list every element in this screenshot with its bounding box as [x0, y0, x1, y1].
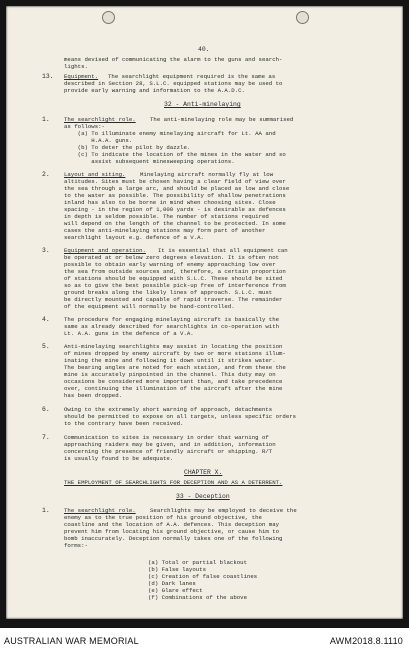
s32-item-5-line: The bearing angles are noted for each station, and from these the: [64, 364, 286, 371]
forms-list-item: (b) False layouts: [148, 566, 207, 573]
s32-item-2-line: spacing - in the region of 1,000 yards - is desirable as defences: [64, 206, 286, 213]
s33-item-1-line: forms:-: [64, 542, 88, 549]
intro-line: means devised of communicating the alarm to the guns and search-: [64, 56, 283, 63]
s32-item-2-line: will depend on the length of the channel to be protected. In some: [64, 220, 286, 227]
s32-item-6-line: should be permitted to expose on all targets, unless specific orders: [64, 413, 297, 420]
page-number: 40.: [198, 46, 210, 53]
forms-list-item: (f) Combinations of the above: [148, 594, 247, 601]
s32-item-5-line: mine is accurately pinpointed in the channel. This duty may on: [64, 371, 276, 378]
s32-item-2-line: altitudes. Sites must be chosen having a clear field of view over: [64, 178, 286, 185]
s33-item-1-line: prevent him from locating his ground objective, or cause him to: [64, 528, 280, 535]
intro-line-2: lights.: [64, 63, 88, 70]
s32-item-3-line: so as to give the best possible pick-up free of interference from: [64, 282, 286, 289]
s32-item-7-line: Communication to sites is necessary in order that warning of: [64, 434, 269, 441]
forms-list-item: (d) Dark lanes: [148, 580, 196, 587]
archive-footer: [0, 628, 409, 653]
s33-item-1-line: coastline and the location of A.A. defences. This deception may: [64, 521, 280, 528]
s32-item-3-line: ground breaks along the likely lines of approach. S.L.C. must: [64, 289, 273, 296]
section-32-title: 32 - Anti-minelaying: [164, 101, 241, 108]
forms-list-item: (e) Glare effect: [148, 587, 203, 594]
s32-item-4-number: 4.: [42, 316, 50, 323]
forms-list-item: (c) Creation of false coastlines: [148, 573, 258, 580]
footer-reference: AWM2018.8.1110: [329, 636, 403, 646]
s32-item-4-line: The procedure for engaging minelaying aircraft is basically the: [64, 316, 280, 323]
s32-item-2-line: in depth is seldom possible. The number of stations required: [64, 213, 269, 220]
s32-item-7-number: 7.: [42, 434, 50, 441]
forms-list-item: (a) Total or partial blackout: [148, 559, 247, 566]
s32-item-1-line: The anti-minelaying role may be summarised: [150, 116, 294, 123]
s32-item-3-line: of the equipment will normally be hand-controlled.: [64, 303, 235, 310]
s32-item-1-number: 1.: [42, 116, 50, 123]
s32-item-3-line: of stations should be equipped with S.L.C. These should be sited: [64, 275, 283, 282]
s32-item-3-number: 3.: [42, 247, 50, 254]
chapter-subtitle: THE EMPLOYMENT OF SEARCHLIGHTS FOR DECEPTION AND AS A DETERRENT.: [64, 479, 283, 486]
s32-item-2-line: the sea through a large arc, and should be placed as low and close: [64, 185, 290, 192]
s32-item-2-line: cases the anti-minelaying stations may form part of another: [64, 227, 266, 234]
s32-item-2-number: 2.: [42, 171, 50, 178]
s32-item-2-heading: Layout and siting.: [64, 171, 126, 178]
binder-hole-top: [102, 11, 115, 24]
s32-item-5-line: inating the mine and following it down until it strikes water.: [64, 357, 276, 364]
section-33-title: 33 - Deception: [176, 493, 230, 500]
s32-item-5-line: has been dropped.: [64, 392, 123, 399]
s32-item-3-line: be operated at or below zero degrees elevation. It is often not: [64, 254, 280, 261]
s32-item-1-line: (c) To indicate the location of the mines in the water and so: [64, 151, 286, 158]
s32-item-1-line: (b) To deter the pilot by dazzle.: [64, 144, 191, 151]
s32-item-3-heading: Equipment and operation.: [64, 247, 146, 254]
s33-item-1-line: bomb inaccurately. Deception normally takes one of the following: [64, 535, 283, 542]
s33-item-1-heading: The searchlight role.: [64, 507, 136, 514]
binder-hole-top-right: [296, 11, 309, 24]
s32-item-7-line: approaching raiders may be given, and in addition, information: [64, 441, 276, 448]
s32-item-1-heading: The searchlight role.: [64, 116, 136, 123]
footer-institution: AUSTRALIAN WAR MEMORIAL: [4, 636, 139, 646]
s32-item-4-line: same as already described for searchlights in co-operation with: [64, 323, 280, 330]
s32-item-2-line: inland has also to be borne in mind when choosing sites. Close: [64, 199, 276, 206]
s32-item-4-line: Lt. A.A. guns in the defence of a V.A.: [64, 330, 194, 337]
s32-item-5-line: over, continuing the illumination of the aircraft after the mine: [64, 385, 283, 392]
s32-item-3-line: be directly mounted and capable of rapid traverse. The remainder: [64, 296, 283, 303]
s32-item-7-line: is usually found to be adequate.: [64, 455, 174, 462]
s32-item-5-line: of mines dropped by enemy aircraft by two or more stations illum-: [64, 350, 286, 357]
item-13-number: 13.: [42, 73, 54, 80]
s33-item-1-number: 1.: [42, 507, 50, 514]
s32-item-6-line: to the contrary have been received.: [64, 420, 184, 427]
document-page: [6, 6, 403, 619]
s32-item-7-line: concerning the presence of friendly aircraft or shipping. R/T: [64, 448, 273, 455]
item-13-line: provide early warning and information to the A.A.D.C.: [64, 87, 245, 94]
s32-item-3-line: It is essential that all equipment can: [158, 247, 288, 254]
s32-item-5-line: Anti-minelaying searchlights may assist in locating the position: [64, 343, 283, 350]
s32-item-6-number: 6.: [42, 406, 50, 413]
s33-item-1-line: Searchlights may be employed to deceive the: [150, 507, 297, 514]
s32-item-5-line: occasions be considered more important than, and take precedence: [64, 378, 283, 385]
s33-item-1-line: enemy as to the true position of his ground objective, the: [64, 514, 262, 521]
s32-item-2-line: Minelaying aircraft normally fly at low: [140, 171, 274, 178]
s32-item-1-line: assist subsequent minesweeping operations.: [64, 158, 235, 165]
s32-item-2-line: to the water as possible. The possibility of shallow penetrations: [64, 192, 286, 199]
s32-item-2-line: searchlight layout e.g. defence of a V.A.: [64, 234, 204, 241]
chapter-title: CHAPTER X.: [184, 469, 223, 476]
s32-item-6-line: Owing to the extremely short warning of approach, detachments: [64, 406, 273, 413]
item-13-heading: Equipment.: [64, 73, 99, 80]
s32-item-1-line: H.A.A. guns.: [64, 137, 133, 144]
s32-item-3-line: possible to obtain early warning of enemy approaching low over: [64, 261, 276, 268]
item-13-line: The searchlight equipment required is the same as: [108, 73, 276, 80]
s32-item-5-number: 5.: [42, 343, 50, 350]
s32-item-1-line: (a) To illuminate enemy minelaying aircraft for Lt. AA and: [64, 130, 276, 137]
item-13-line: described in Section 28, S.L.C. equipped stations may be used to: [64, 80, 283, 87]
s32-item-1-line: as follows:-: [64, 123, 105, 130]
s32-item-3-line: the sea from outside sources and, therefore, a certain proportion: [64, 268, 286, 275]
